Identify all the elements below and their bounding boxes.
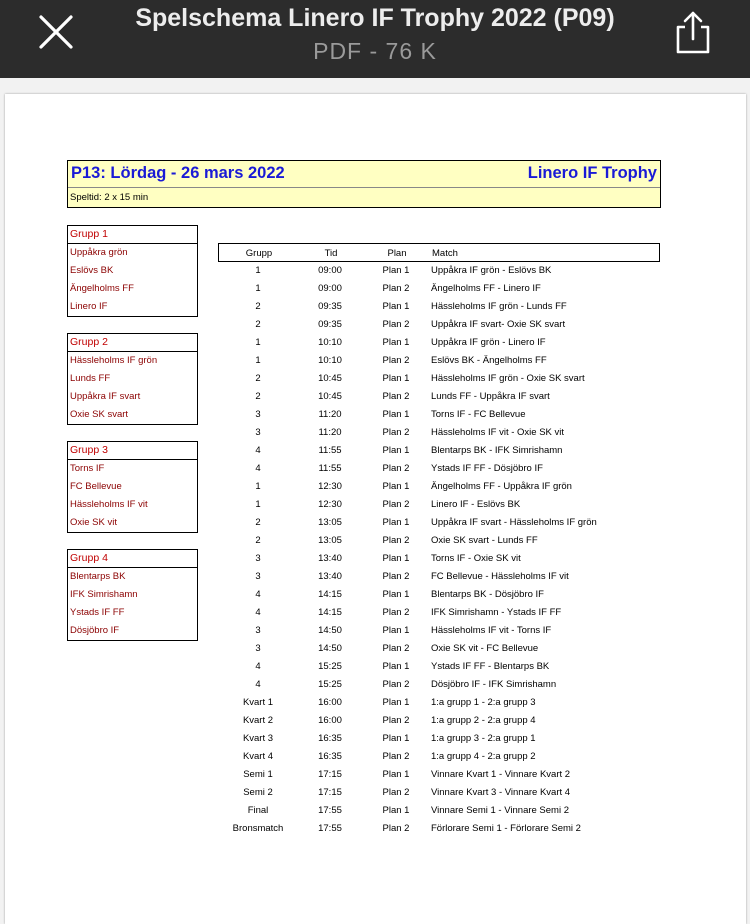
cell-tid: 17:15 xyxy=(318,769,342,780)
match-duration: Speltid: 2 x 15 min xyxy=(70,192,149,203)
cell-grupp: 3 xyxy=(255,409,261,420)
match-schedule-table xyxy=(218,243,660,838)
column-header-tid: Tid xyxy=(324,248,338,259)
cell-tid: 16:00 xyxy=(318,697,342,708)
group-team: Hässleholms IF grön xyxy=(70,355,158,366)
table-row xyxy=(218,514,660,532)
group-2-box xyxy=(67,333,198,425)
share-button[interactable] xyxy=(672,10,714,56)
cell-plan: Plan 1 xyxy=(382,733,410,744)
group-team: IFK Simrishamn xyxy=(70,589,138,600)
group-team: Uppåkra IF svart xyxy=(70,391,141,402)
tournament-name: Linero IF Trophy xyxy=(527,164,657,182)
schedule-header xyxy=(67,160,661,208)
cell-tid: 09:35 xyxy=(318,319,342,330)
cell-grupp: 3 xyxy=(255,571,261,582)
cell-grupp: 2 xyxy=(255,301,261,312)
cell-grupp: 1 xyxy=(255,355,261,366)
cell-match: FC Bellevue - Hässleholms IF vit xyxy=(431,571,569,582)
cell-tid: 15:25 xyxy=(318,661,342,672)
cell-match: Hässleholms IF grön - Oxie SK svart xyxy=(431,373,585,384)
cell-tid: 10:10 xyxy=(318,355,342,366)
cell-match: Ängelholms FF - Uppåkra IF grön xyxy=(431,481,572,492)
table-row xyxy=(218,658,660,676)
cell-match: Uppåkra IF grön - Eslövs BK xyxy=(431,265,552,276)
cell-grupp: 4 xyxy=(255,661,261,672)
cell-match: Eslövs BK - Ängelholms FF xyxy=(431,355,547,366)
table-row xyxy=(218,406,660,424)
cell-match: Uppåkra IF svart - Hässleholms IF grön xyxy=(431,517,597,528)
top-bar xyxy=(0,0,750,78)
cell-grupp: Semi 1 xyxy=(243,769,273,780)
table-row xyxy=(218,784,660,802)
group-team: Lunds FF xyxy=(70,373,111,384)
cell-grupp: 4 xyxy=(255,679,261,690)
cell-plan: Plan 2 xyxy=(382,679,410,690)
cell-match: Oxie SK svart - Lunds FF xyxy=(431,535,538,546)
cell-tid: 16:35 xyxy=(318,751,342,762)
group-3-box xyxy=(67,441,198,533)
cell-match: Torns IF - Oxie SK vit xyxy=(431,553,521,564)
table-row xyxy=(218,478,660,496)
cell-tid: 13:40 xyxy=(318,571,342,582)
cell-match: Dösjöbro IF - IFK Simrishamn xyxy=(431,679,557,690)
cell-grupp: 4 xyxy=(255,607,261,618)
table-row xyxy=(218,334,660,352)
cell-tid: 12:30 xyxy=(318,499,342,510)
table-row xyxy=(218,370,660,388)
cell-match: Förlorare Semi 1 - Förlorare Semi 2 xyxy=(431,823,581,834)
cell-match: Hässleholms IF vit - Torns IF xyxy=(431,625,552,636)
cell-match: 1:a grupp 2 - 2:a grupp 4 xyxy=(431,715,536,726)
table-row xyxy=(218,460,660,478)
group-team: Oxie SK vit xyxy=(70,517,117,528)
header-divider xyxy=(68,187,660,188)
column-header-plan: Plan xyxy=(387,248,407,259)
cell-plan: Plan 2 xyxy=(382,787,410,798)
table-row xyxy=(218,802,660,820)
table-row xyxy=(218,550,660,568)
cell-match: Ystads IF FF - Dösjöbro IF xyxy=(431,463,543,474)
group-1-box xyxy=(67,225,198,317)
document-subtitle: PDF - 76 K xyxy=(313,38,437,64)
cell-tid: 14:15 xyxy=(318,607,342,618)
cell-match: Hässleholms IF vit - Oxie SK vit xyxy=(431,427,565,438)
cell-tid: 14:50 xyxy=(318,643,342,654)
table-row xyxy=(218,622,660,640)
cell-grupp: Final xyxy=(247,805,269,816)
table-row xyxy=(218,496,660,514)
cell-match: Vinnare Kvart 3 - Vinnare Kvart 4 xyxy=(431,787,571,798)
cell-plan: Plan 1 xyxy=(382,337,410,348)
cell-match: Torns IF - FC Bellevue xyxy=(431,409,526,420)
cell-grupp: 2 xyxy=(255,535,261,546)
cell-match: Uppåkra IF grön - Linero IF xyxy=(431,337,546,348)
group-team: Ystads IF FF xyxy=(70,607,125,618)
table-row xyxy=(218,352,660,370)
group-title: Grupp 3 xyxy=(68,442,197,460)
cell-grupp: 3 xyxy=(255,643,261,654)
cell-match: Uppåkra IF svart- Oxie SK svart xyxy=(431,319,566,330)
cell-grupp: 4 xyxy=(255,445,261,456)
cell-grupp: Kvart 3 xyxy=(242,733,274,744)
group-team: Eslövs BK xyxy=(70,265,114,276)
table-row xyxy=(218,820,660,838)
group-team: Blentarps BK xyxy=(70,571,126,582)
cell-plan: Plan 2 xyxy=(382,751,410,762)
table-row xyxy=(218,730,660,748)
cell-plan: Plan 2 xyxy=(382,535,410,546)
cell-match: Lunds FF - Uppåkra IF svart xyxy=(431,391,550,402)
table-row xyxy=(218,766,660,784)
share-icon xyxy=(672,10,714,56)
cell-plan: Plan 1 xyxy=(382,589,410,600)
cell-tid: 11:55 xyxy=(318,463,342,474)
cell-plan: Plan 1 xyxy=(382,301,410,312)
cell-grupp: 1 xyxy=(255,265,261,276)
table-row xyxy=(218,532,660,550)
table-row xyxy=(218,442,660,460)
cell-match: Linero IF - Eslövs BK xyxy=(431,499,521,510)
cell-plan: Plan 2 xyxy=(382,319,410,330)
cell-plan: Plan 2 xyxy=(382,355,410,366)
column-header-match: Match xyxy=(432,248,458,259)
table-row xyxy=(218,298,660,316)
cell-grupp: 3 xyxy=(255,427,261,438)
cell-grupp: Kvart 1 xyxy=(242,697,274,708)
cell-tid: 11:20 xyxy=(318,427,342,438)
group-title: Grupp 4 xyxy=(68,550,197,568)
cell-grupp: Bronsmatch xyxy=(232,823,284,834)
cell-grupp: Kvart 2 xyxy=(242,715,274,726)
group-team: Oxie SK svart xyxy=(70,409,129,420)
cell-plan: Plan 1 xyxy=(382,373,410,384)
cell-grupp: 3 xyxy=(255,553,261,564)
cell-tid: 10:10 xyxy=(318,337,342,348)
cell-tid: 16:35 xyxy=(318,733,342,744)
cell-match: 1:a grupp 1 - 2:a grupp 3 xyxy=(431,697,536,708)
cell-plan: Plan 2 xyxy=(382,823,410,834)
table-row xyxy=(218,748,660,766)
cell-plan: Plan 1 xyxy=(382,625,410,636)
cell-grupp: 1 xyxy=(255,283,261,294)
cell-match: Ystads IF FF - Blentarps BK xyxy=(431,661,550,672)
cell-plan: Plan 1 xyxy=(382,661,410,672)
cell-grupp: Semi 2 xyxy=(243,787,273,798)
cell-tid: 14:15 xyxy=(318,589,342,600)
cell-tid: 09:00 xyxy=(318,265,342,276)
cell-grupp: 1 xyxy=(255,499,261,510)
cell-tid: 16:00 xyxy=(318,715,342,726)
cell-plan: Plan 2 xyxy=(382,715,410,726)
cell-grupp: 2 xyxy=(255,373,261,384)
cell-grupp: 4 xyxy=(255,463,261,474)
cell-grupp: 2 xyxy=(255,319,261,330)
table-row xyxy=(218,316,660,334)
cell-tid: 15:25 xyxy=(318,679,342,690)
cell-grupp: 1 xyxy=(255,337,261,348)
cell-tid: 17:15 xyxy=(318,787,342,798)
cell-plan: Plan 2 xyxy=(382,463,410,474)
table-row xyxy=(218,280,660,298)
cell-plan: Plan 2 xyxy=(382,607,410,618)
table-row xyxy=(218,604,660,622)
group-team: Hässleholms IF vit xyxy=(70,499,148,510)
cell-plan: Plan 1 xyxy=(382,697,410,708)
table-row xyxy=(218,712,660,730)
cell-plan: Plan 2 xyxy=(382,499,410,510)
cell-grupp: Kvart 4 xyxy=(242,751,274,762)
cell-tid: 13:05 xyxy=(318,535,342,546)
cell-plan: Plan 1 xyxy=(382,553,410,564)
table-header-row xyxy=(218,243,660,262)
cell-plan: Plan 2 xyxy=(382,283,410,294)
group-team: FC Bellevue xyxy=(70,481,122,492)
cell-match: Vinnare Semi 1 - Vinnare Semi 2 xyxy=(431,805,570,816)
cell-match: 1:a grupp 4 - 2:a grupp 2 xyxy=(431,751,536,762)
group-team: Linero IF xyxy=(70,301,108,312)
cell-tid: 11:55 xyxy=(318,445,342,456)
cell-grupp: 1 xyxy=(255,481,261,492)
cell-plan: Plan 2 xyxy=(382,643,410,654)
cell-plan: Plan 1 xyxy=(382,769,410,780)
table-row xyxy=(218,388,660,406)
close-button[interactable] xyxy=(38,14,74,50)
cell-tid: 13:40 xyxy=(318,553,342,564)
cell-tid: 17:55 xyxy=(318,805,342,816)
cell-grupp: 4 xyxy=(255,589,261,600)
cell-match: Hässleholms IF grön - Lunds FF xyxy=(431,301,567,312)
table-row xyxy=(218,640,660,658)
cell-tid: 14:50 xyxy=(318,625,342,636)
close-icon xyxy=(38,14,74,50)
cell-tid: 09:35 xyxy=(318,301,342,312)
column-header-grupp: Grupp xyxy=(245,248,273,259)
table-row xyxy=(218,586,660,604)
cell-tid: 09:00 xyxy=(318,283,342,294)
table-row xyxy=(218,262,660,280)
cell-plan: Plan 2 xyxy=(382,571,410,582)
cell-tid: 17:55 xyxy=(318,823,342,834)
cell-plan: Plan 1 xyxy=(382,805,410,816)
cell-plan: Plan 1 xyxy=(382,517,410,528)
cell-tid: 12:30 xyxy=(318,481,342,492)
cell-match: Vinnare Kvart 1 - Vinnare Kvart 2 xyxy=(431,769,571,780)
cell-plan: Plan 1 xyxy=(382,265,410,276)
table-row xyxy=(218,568,660,586)
cell-plan: Plan 2 xyxy=(382,391,410,402)
cell-match: Blentarps BK - Dösjöbro IF xyxy=(431,589,544,600)
cell-plan: Plan 1 xyxy=(382,409,410,420)
group-team: Torns IF xyxy=(70,463,105,474)
table-row xyxy=(218,694,660,712)
cell-match: Ängelholms FF - Linero IF xyxy=(431,283,541,294)
cell-plan: Plan 1 xyxy=(382,481,410,492)
cell-tid: 11:20 xyxy=(318,409,342,420)
cell-match: 1:a grupp 3 - 2:a grupp 1 xyxy=(431,733,536,744)
cell-match: Oxie SK vit - FC Bellevue xyxy=(431,643,539,654)
schedule-day-title: P13: Lördag - 26 mars 2022 xyxy=(71,164,285,182)
group-title: Grupp 2 xyxy=(68,334,197,352)
group-team: Uppåkra grön xyxy=(70,247,128,258)
table-row xyxy=(218,424,660,442)
cell-grupp: 2 xyxy=(255,517,261,528)
cell-match: Blentarps BK - IFK Simrishamn xyxy=(431,445,563,456)
cell-grupp: 3 xyxy=(255,625,261,636)
group-team: Dösjöbro IF xyxy=(70,625,120,636)
cell-tid: 13:05 xyxy=(318,517,342,528)
cell-plan: Plan 1 xyxy=(382,445,410,456)
cell-plan: Plan 2 xyxy=(382,427,410,438)
cell-tid: 10:45 xyxy=(318,391,342,402)
table-body xyxy=(218,262,660,838)
group-title: Grupp 1 xyxy=(68,226,197,244)
document-title: Spelschema Linero IF Trophy 2022 (P09) xyxy=(135,4,615,32)
cell-match: IFK Simrishamn - Ystads IF FF xyxy=(431,607,562,618)
cell-grupp: 2 xyxy=(255,391,261,402)
cell-tid: 10:45 xyxy=(318,373,342,384)
table-row xyxy=(218,676,660,694)
group-team: Ängelholms FF xyxy=(70,283,134,294)
group-4-box xyxy=(67,549,198,641)
